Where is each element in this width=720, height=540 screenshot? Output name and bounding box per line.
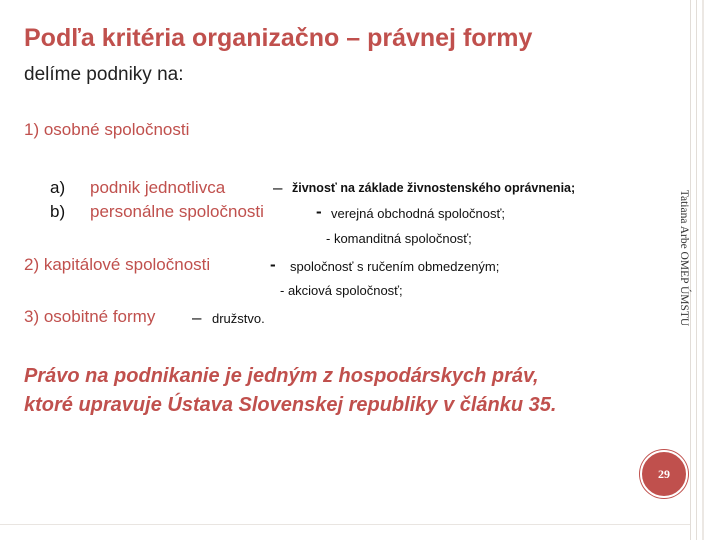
item-a-detail: živnosť na základe živnostenského oprávnenia; xyxy=(292,181,576,195)
slide-border-line xyxy=(696,0,697,540)
section1-heading: 1) osobné spoločnosti xyxy=(24,120,190,139)
item-b-detail-2: - komanditná spoločnosť; xyxy=(326,231,472,246)
section2-detail-2: - akciová spoločnosť; xyxy=(280,283,403,298)
section3-heading: 3) osobitné formy xyxy=(24,307,156,326)
item-b-marker: b) xyxy=(50,202,66,221)
highlight-line-2: ktoré upravuje Ústava Slovenskej republiky v článku 35. xyxy=(24,394,557,416)
item-a-separator: – xyxy=(273,178,283,197)
slide-border-line xyxy=(702,0,704,540)
side-author-text: Tatiana Arbe OMEP ÚMSTU xyxy=(678,189,690,327)
slide-title: Podľa kritéria organizačno – právnej formy xyxy=(24,24,533,52)
page-number-badge xyxy=(640,450,688,498)
slide-border-line xyxy=(690,0,691,540)
highlight-statement xyxy=(24,362,556,420)
section2-separator: - xyxy=(270,255,276,274)
highlight-line-1: Právo na podnikanie je jedným z hospodárskych práv, xyxy=(24,365,539,387)
slide-subtitle: delíme podniky na: xyxy=(24,64,184,85)
item-b-name: personálne spoločnosti xyxy=(90,202,264,221)
section3-detail: družstvo. xyxy=(212,311,265,326)
section2-detail: spoločnosť s ručením obmedzeným; xyxy=(290,259,500,274)
item-a-marker: a) xyxy=(50,178,66,197)
page-number: 29 xyxy=(658,466,670,481)
item-b-detail: verejná obchodná spoločnosť; xyxy=(331,206,505,221)
slide-border-line xyxy=(0,524,690,525)
section3-separator: – xyxy=(192,308,202,327)
section2-heading: 2) kapitálové spoločnosti xyxy=(24,255,211,274)
item-b-separator: - xyxy=(316,202,322,221)
item-a-name: podnik jednotlivca xyxy=(90,178,226,197)
